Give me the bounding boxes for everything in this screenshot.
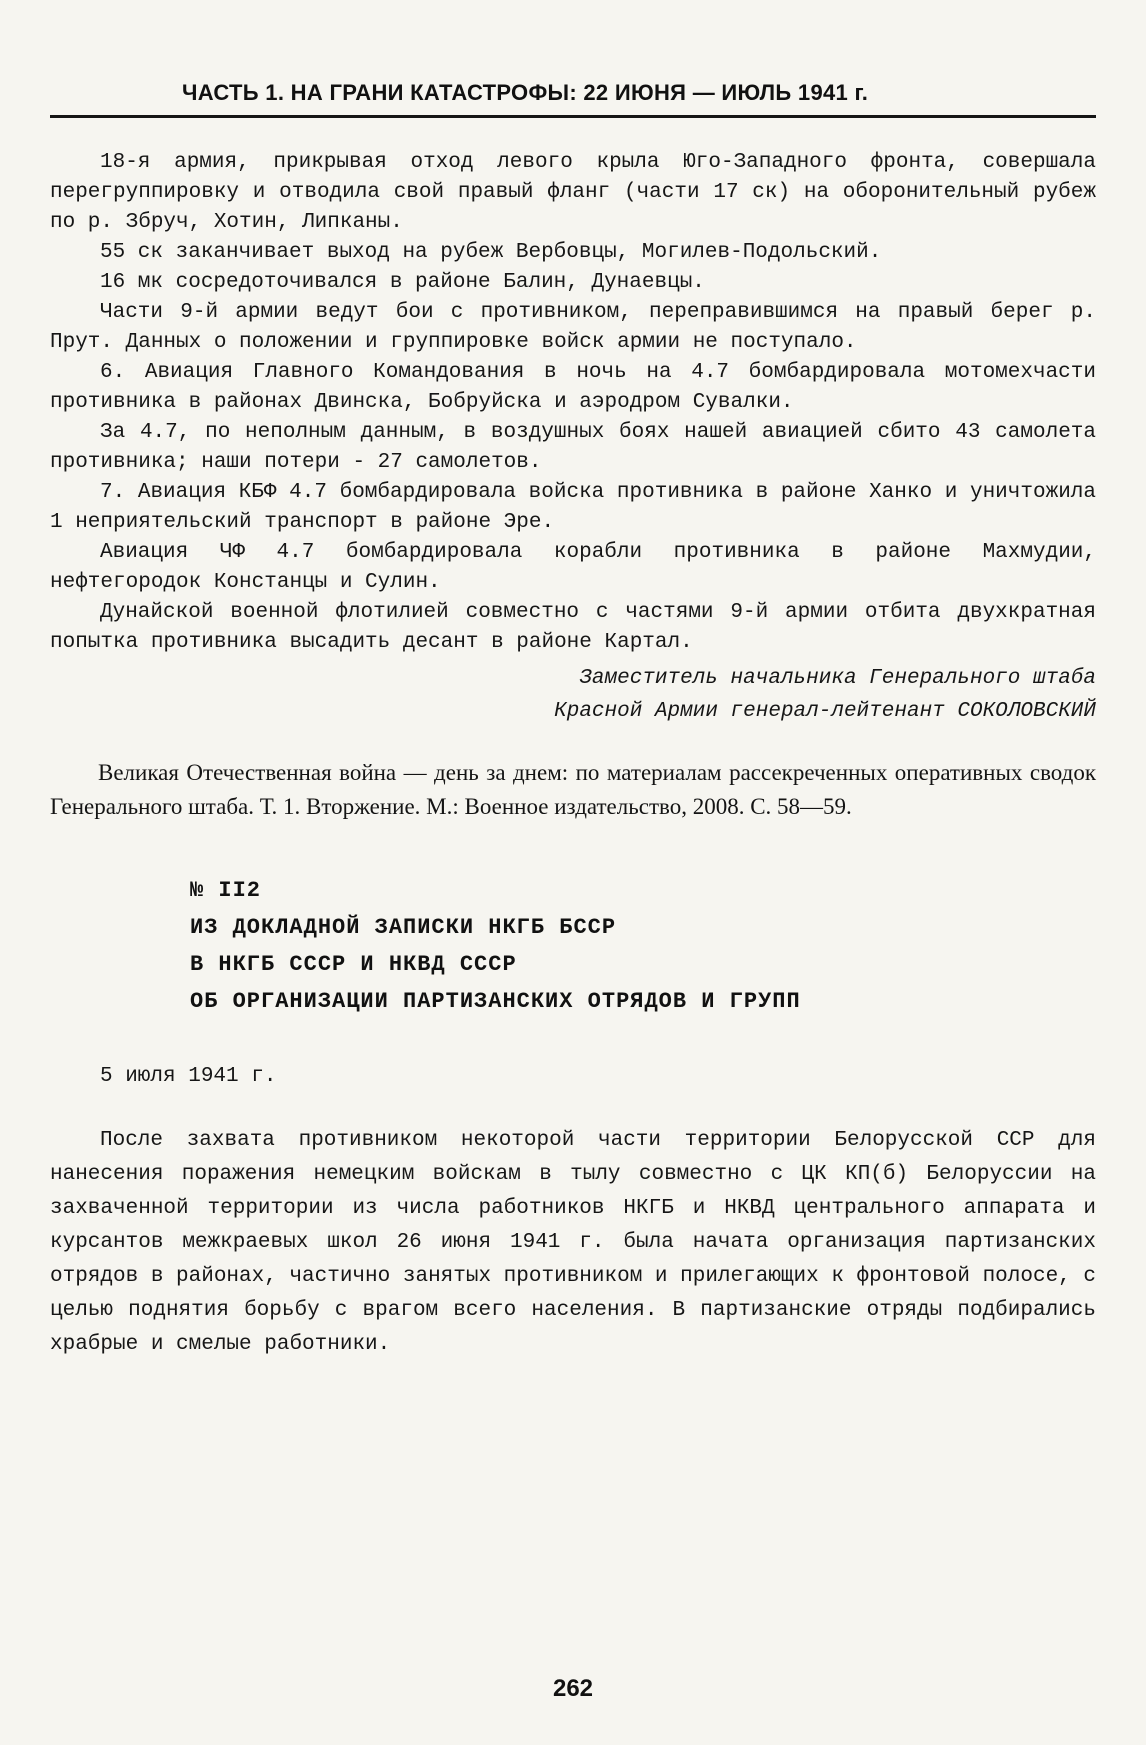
paragraph: 7. Авиация КБФ 4.7 бомбардировала войска противника в районе Ханко и уничтожила 1 неприятельский транспорт в районе Эре.	[50, 481, 1096, 534]
document-title-line: В НКГБ СССР И НКВД СССР	[190, 952, 517, 977]
document-title-line: ОБ ОРГАНИЗАЦИИ ПАРТИЗАНСКИХ ОТРЯДОВ И ГРУПП	[190, 989, 801, 1014]
signature-line: Красной Армии генерал-лейтенант СОКОЛОВСКИЙ	[554, 700, 1096, 723]
source-citation: Великая Отечественная война — день за днем: по материалам рассекреченных оперативных сводок Генерального штаба. Т. 1. Вторжение. М.: Военное издательство, 2008. С. 58—59.	[50, 760, 1096, 819]
document-2	[50, 872, 1096, 1362]
paragraph: 18-я армия, прикрывая отход левого крыла Юго-Западного фронта, совершала перегруппировку и отводила свой правый фланг (части 17 ск) на оборонительный рубеж по р. Збруч, Хотин, Липканы.	[50, 151, 1096, 234]
signature-block	[50, 662, 1096, 728]
paragraph: 16 мк сосредоточивался в районе Балин, Дунаевцы.	[100, 271, 705, 294]
paragraph: 55 ск заканчивает выход на рубеж Вербовцы, Могилев-Подольский.	[100, 241, 882, 264]
paragraph: 6. Авиация Главного Командования в ночь на 4.7 бомбардировала мотомехчасти противника в районах Двинска, Бобруйска и аэродром Сувалки.	[50, 361, 1096, 414]
document-title-line: ИЗ ДОКЛАДНОЙ ЗАПИСКИ НКГБ БССР	[190, 915, 617, 940]
chapter-header-title: ЧАСТЬ 1. НА ГРАНИ КАТАСТРОФЫ: 22 ИЮНЯ — ИЮЛЬ 1941 г.	[182, 80, 869, 105]
paragraph: Части 9-й армии ведут бои с противником, переправившимся на правый берег р. Прут. Данных о положении и группировке войск армии не поступало.	[50, 301, 1096, 354]
signature-line: Заместитель начальника Генерального штаба	[579, 667, 1096, 690]
document-date: 5 июля 1941 г.	[100, 1065, 277, 1088]
document-1	[50, 148, 1096, 824]
header-rule	[50, 115, 1096, 118]
running-header	[50, 0, 1096, 118]
paragraph: За 4.7, по неполным данным, в воздушных боях нашей авиацией сбито 43 самолета противника; наши потери - 27 самолетов.	[50, 421, 1096, 474]
document-number: № II2	[190, 878, 262, 903]
page-number: 262	[552, 1675, 594, 1702]
page-footer	[0, 1675, 1146, 1703]
paragraph: После захвата противником некоторой части территории Белорусской ССР для нанесения поражения немецким войскам в тылу совместно с ЦК КП(б) Белоруссии на захваченной территории из числа работников НКГБ и НКВД центрального аппарата и курсантов межкраевых школ 26 июня 1941 г. была начата организация партизанских отрядов в районах, частично занятых противником и прилегающих к фронтовой полосе, с целью поднятия борьбу с врагом всего населения. В партизанские отряды подбирались храбрые и смелые работники.	[50, 1129, 1096, 1356]
paragraph: Авиация ЧФ 4.7 бомбардировала корабли противника в районе Махмудии, нефтегородок Констанцы и Сулин.	[50, 541, 1096, 594]
paragraph: Дунайской военной флотилией совместно с частями 9-й армии отбита двухкратная попытка противника высадить десант в районе Картал.	[50, 601, 1096, 654]
document-heading	[50, 872, 1096, 1020]
